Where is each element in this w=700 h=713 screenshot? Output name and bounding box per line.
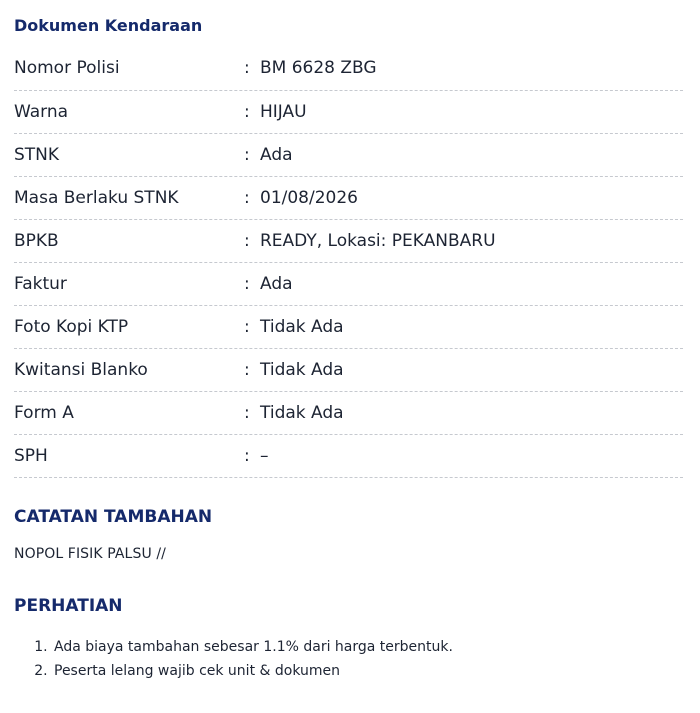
row-separator: : <box>244 446 250 466</box>
row-label: Foto Kopi KTP <box>14 317 129 337</box>
row-nomor-polisi <box>14 46 683 91</box>
row-separator: : <box>244 317 250 337</box>
row-label: Form A <box>14 403 74 423</box>
row-value: Tidak Ada <box>260 360 344 380</box>
row-label: Masa Berlaku STNK <box>14 188 179 208</box>
row-stnk <box>14 134 683 177</box>
catatan-tambahan-text: NOPOL FISIK PALSU // <box>14 546 166 562</box>
row-label: SPH <box>14 446 48 466</box>
row-separator: : <box>244 360 250 380</box>
row-label: STNK <box>14 145 60 165</box>
list-item: 2. Peserta lelang wajib cek unit & dokumen <box>52 659 686 683</box>
row-label: Warna <box>14 102 69 122</box>
row-kwitansi-blanko <box>14 349 683 392</box>
row-faktur <box>14 263 683 306</box>
row-label: BPKB <box>14 231 59 251</box>
perhatian-title: PERHATIAN <box>14 596 123 616</box>
row-separator: : <box>244 231 250 251</box>
row-value: Ada <box>260 274 293 294</box>
row-label: Kwitansi Blanko <box>14 360 148 380</box>
row-value: READY, Lokasi: PEKANBARU <box>260 231 496 251</box>
row-value: HIJAU <box>260 102 307 122</box>
perhatian-list <box>14 635 686 683</box>
row-separator: : <box>244 145 250 165</box>
row-form-a <box>14 392 683 435</box>
row-bpkb <box>14 220 683 263</box>
row-masa-berlaku-stnk <box>14 177 683 220</box>
row-separator: : <box>244 58 250 78</box>
row-sph <box>14 435 683 478</box>
row-value: – <box>260 446 269 466</box>
document-rows <box>14 46 683 478</box>
row-separator: : <box>244 274 250 294</box>
row-foto-kopi-ktp <box>14 306 683 349</box>
row-warna <box>14 91 683 134</box>
row-label: Faktur <box>14 274 67 294</box>
row-separator: : <box>244 102 250 122</box>
row-value: Tidak Ada <box>260 403 344 423</box>
catatan-tambahan-title: CATATAN TAMBAHAN <box>14 507 213 527</box>
row-separator: : <box>244 403 250 423</box>
row-label: Nomor Polisi <box>14 58 120 78</box>
list-item: 1. Ada biaya tambahan sebesar 1.1% dari harga terbentuk. <box>52 635 686 659</box>
row-separator: : <box>244 188 250 208</box>
row-value: Tidak Ada <box>260 317 344 337</box>
dokumen-kendaraan-title: Dokumen Kendaraan <box>14 16 203 35</box>
row-value: Ada <box>260 145 293 165</box>
row-value: 01/08/2026 <box>260 188 358 208</box>
row-value: BM 6628 ZBG <box>260 58 377 78</box>
